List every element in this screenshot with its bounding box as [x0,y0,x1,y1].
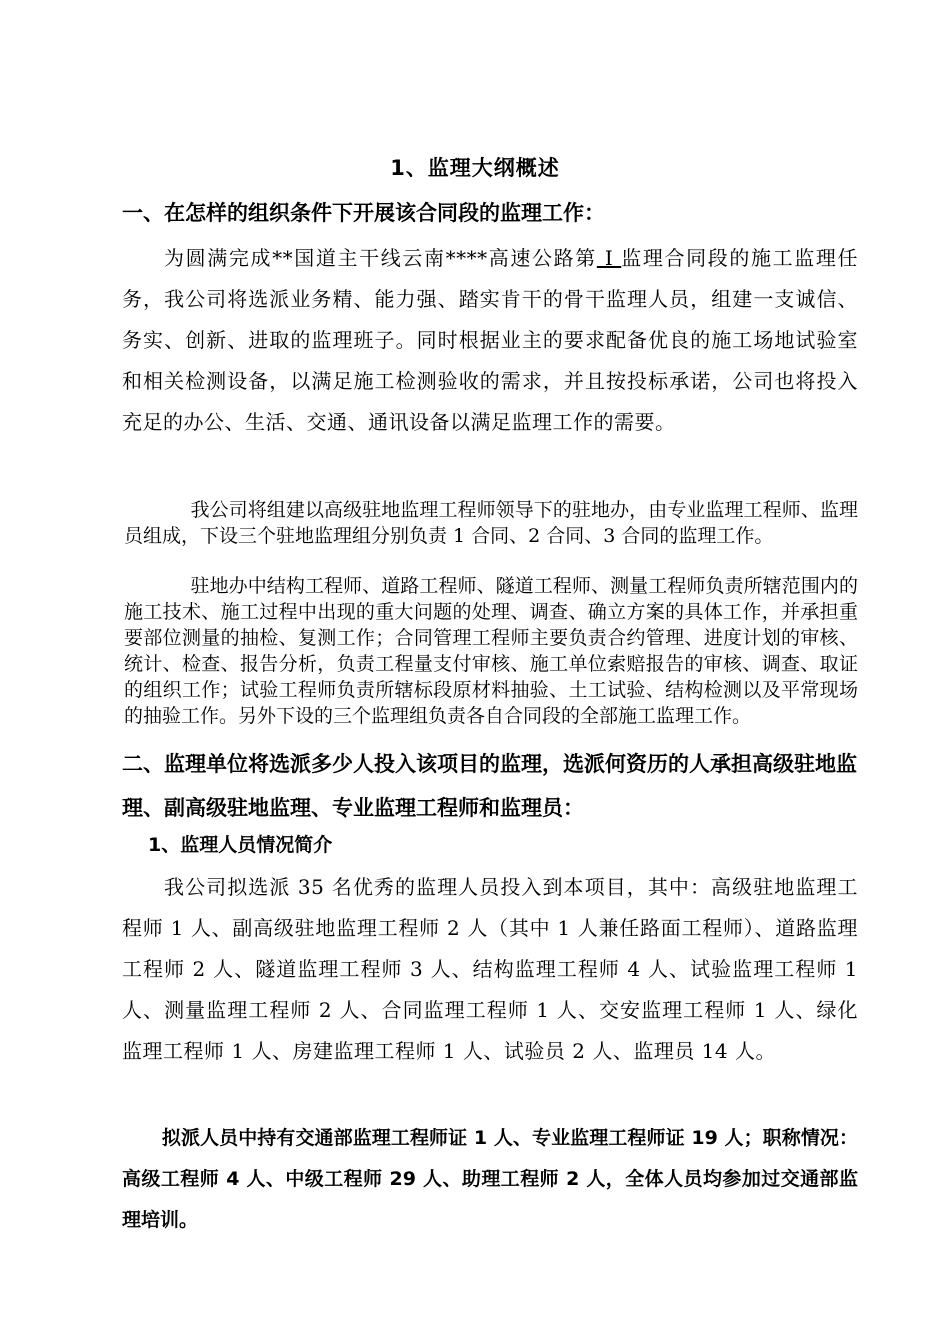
section-2-heading: 二、监理单位将选派多少人投入该项目的监理，选派何资历的人承担高级驻地监理、副高级驻地监理、专业监理工程师和监理员： [122,752,857,820]
section-1-paragraph-2: 我公司将组建以高级驻地监理工程师领导下的驻地办，由专业监理工程师、监理员组成，下设三个驻地监理组分别负责 1 合同、2 合同、3 合同的监理工作。 [124,499,858,547]
section-1-heading: 一、在怎样的组织条件下开展该合同段的监理工作： [122,201,605,225]
paragraph-1-text-before: 为圆满完成**国道主干线云南****高速公路第 [164,246,597,270]
document-title: 1、监理大纲概述 [390,156,560,180]
contract-section-number: I [596,246,622,270]
section-1-paragraph-3: 驻地办中结构工程师、道路工程师、隧道工程师、测量工程师负责所辖范围内的施工技术、施工过程中出现的重大问题的处理、调查、确立方案的具体工作，并承担重要部位测量的抽检、复测工作；合同管理工程师主要负责合约管理、进度计划的审核、统计、检查、报告分析，负责工程量支付审核、施工单位索赔报告的审核、调查、取证的组织工作；试验工程师负责所辖标段原材料抽验、土工试验、结构检测以及平常现场的抽验工作。另外下设的三个监理组负责各自合同段的全部施工监理工作。 [124,575,858,727]
section-1-paragraph-1 [122,238,858,443]
paragraph-1-text-after: 监理合同段的施工监理任务，我公司将选派业务精、能力强、踏实肯干的骨干监理人员，组建一支诚信、务实、创新、进取的监理班子。同时根据业主的要求配备优良的施工场地试验室和相关检测设备，以满足施工检测验收的需求，并且按投标承诺，公司也将投入充足的办公、生活、交通、通讯设备以满足监理工作的需要。 [122,246,858,434]
section-2-paragraph-2: 拟派人员中持有交通部监理工程师证 1 人、专业监理工程师证 19 人；职称情况：高级工程师 4 人、中级工程师 29 人、助理工程师 2 人，全体人员均参加过交通部监理培训。 [122,1127,858,1231]
section-2-paragraph-1: 我公司拟选派 35 名优秀的监理人员投入到本项目，其中：高级驻地监理工程师 1 人、副高级驻地监理工程师 2 人（其中 1 人兼任路面工程师）、道路监理工程师 2 人、隧道监理工程师 3 人、结构监理工程师 4 人、试验监理工程师 1 人、测量监理工程师 2 人、合同监理工程师 1 人、交安监理工程师 1 人、绿化监理工程师 1 人、房建监理工程师 1 人、试验员 2 人、监理员 14 人。 [122,875,858,1063]
section-2-subheading: 1、监理人员情况简介 [148,834,333,856]
